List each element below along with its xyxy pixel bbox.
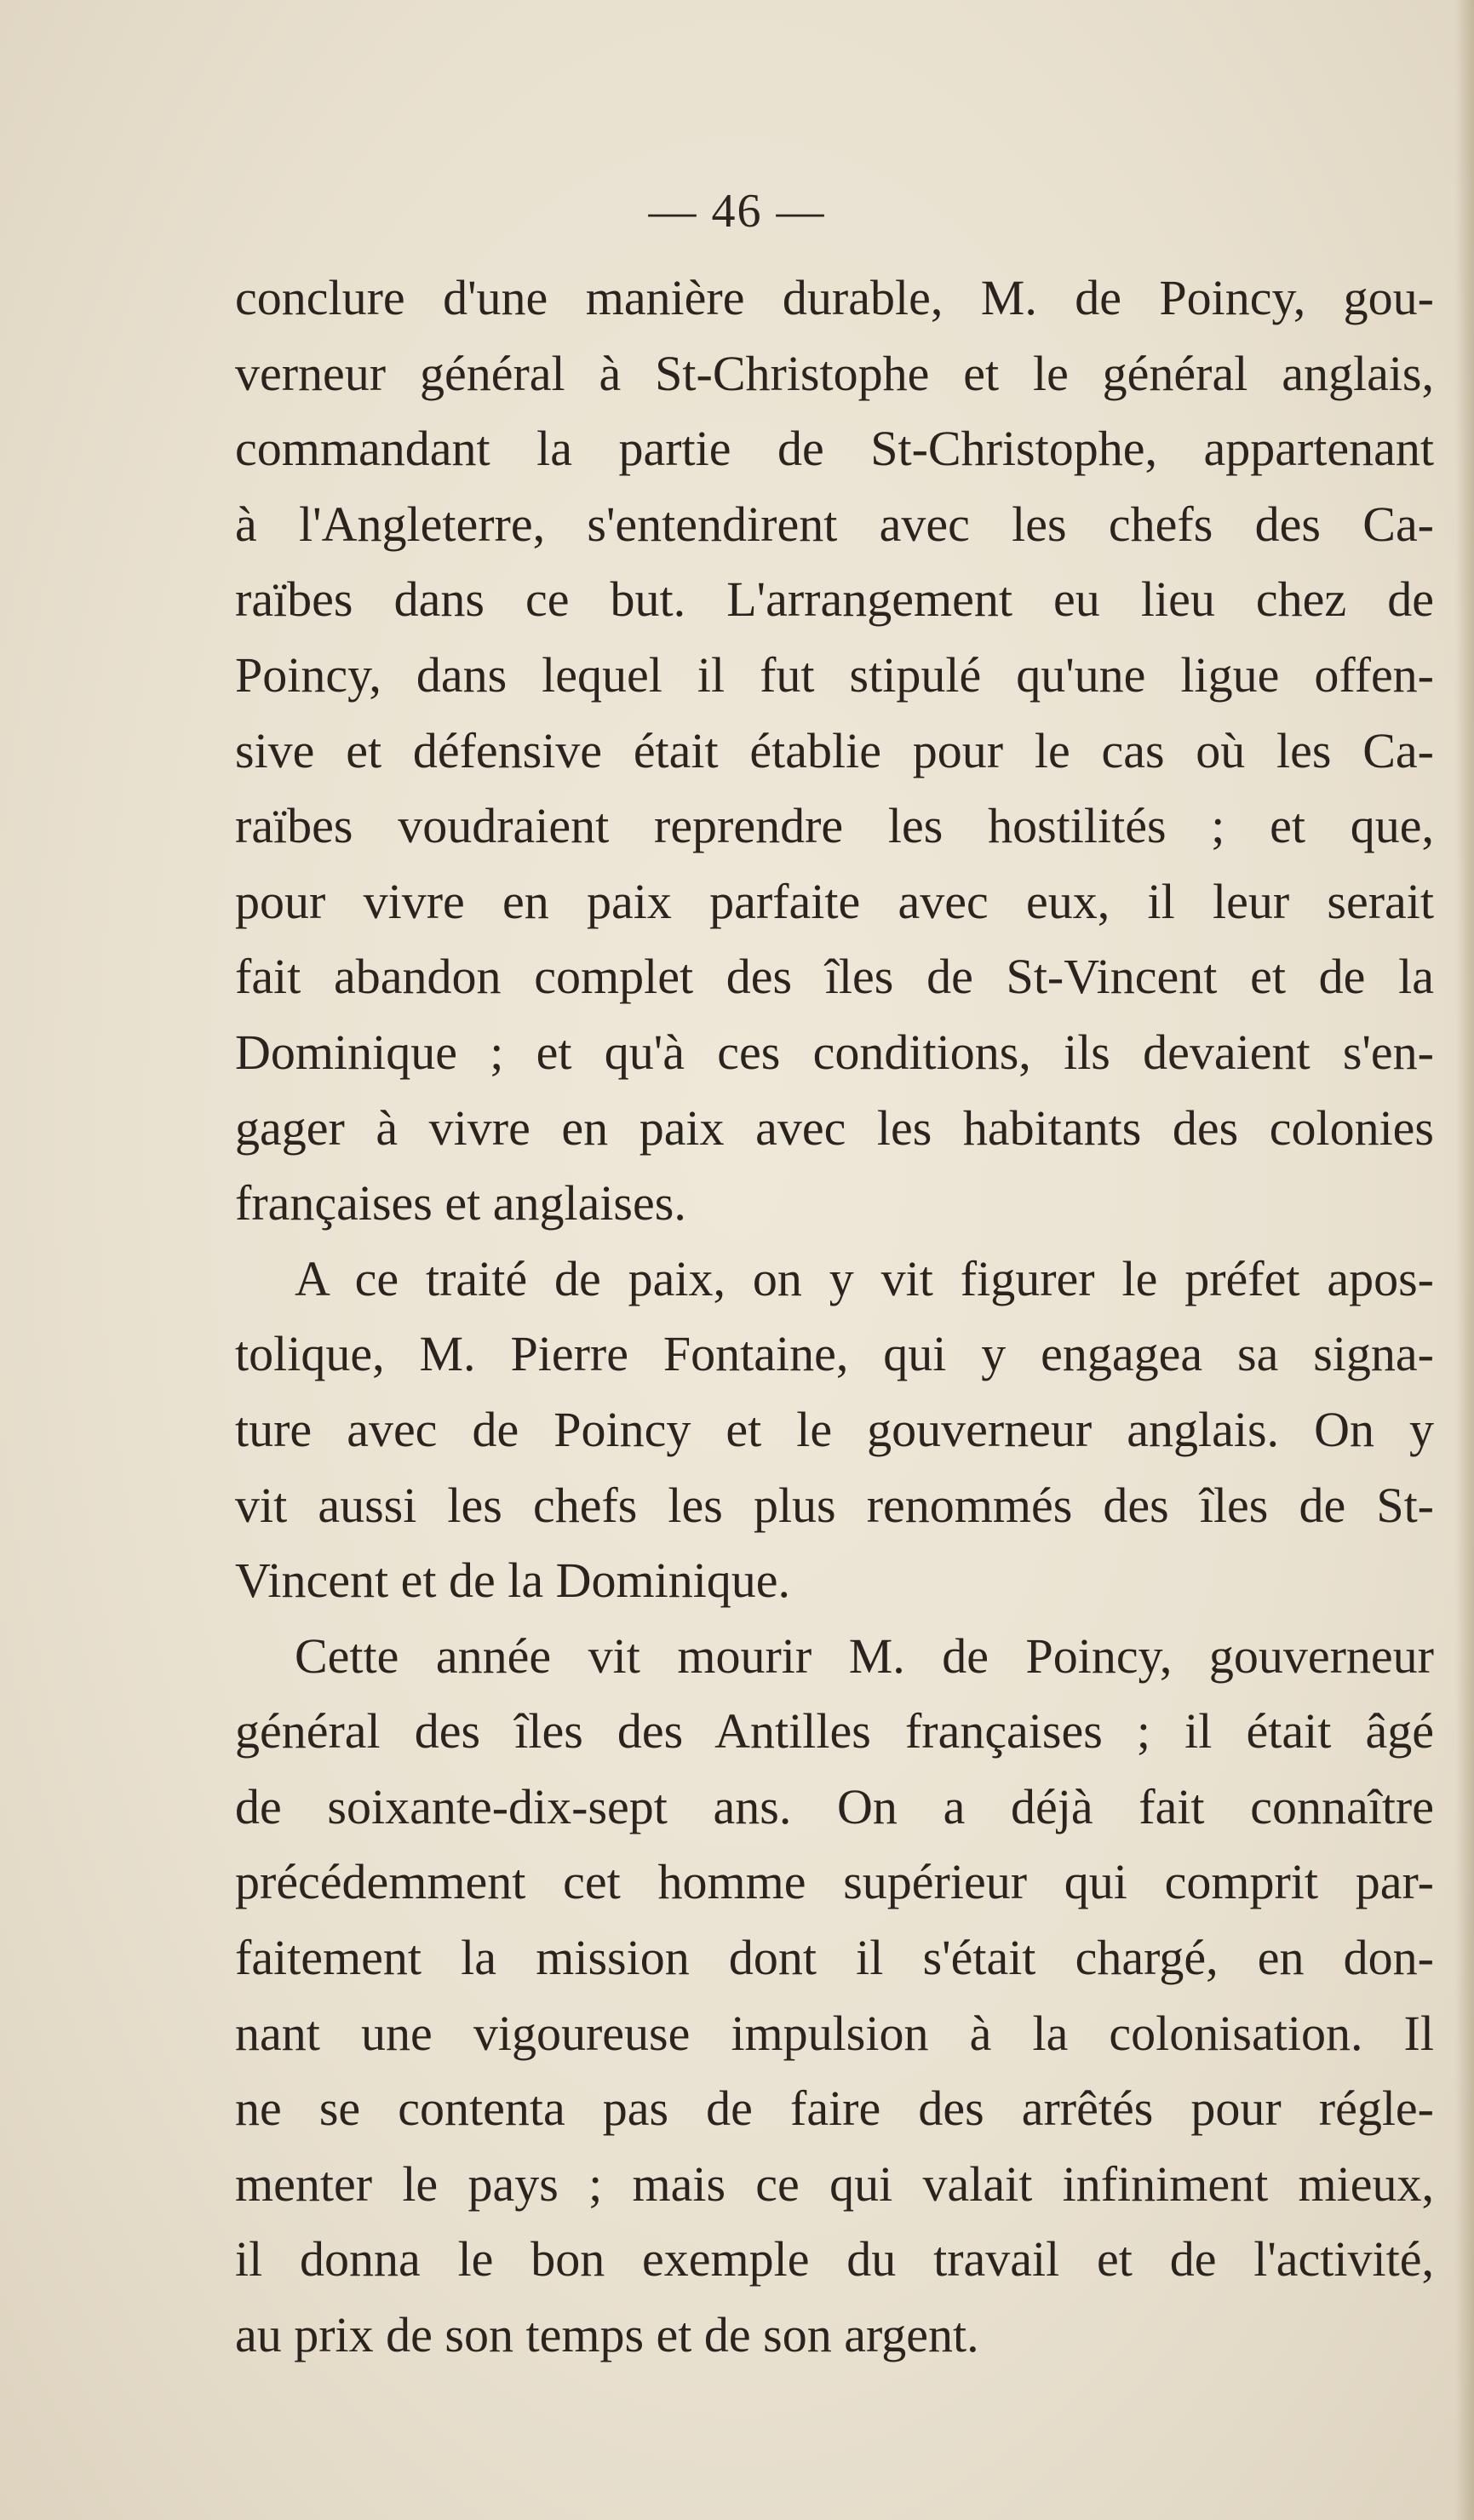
- text-line: il donna le bon exemple du travail et de l'activité,: [235, 2231, 1434, 2288]
- text-line: raïbes dans ce but. L'arrangement eu lieu chez de: [235, 571, 1434, 628]
- text-line: menter le pays ; mais ce qui valait infiniment mieux,: [235, 2155, 1434, 2212]
- text-line: Cette année vit mourir M. de Poincy, gouverneur: [295, 1627, 1434, 1684]
- page-number: — 46 —: [648, 185, 826, 238]
- text-line: gager à vivre en paix avec les habitants des colonies: [235, 1099, 1434, 1156]
- text-line: conclure d'une manière durable, M. de Poincy, gou-: [235, 270, 1434, 325]
- text-line: Dominique ; et qu'à ces conditions, ils devaient s'en-: [235, 1024, 1434, 1080]
- text-line: fait abandon complet des îles de St-Vincent et de la: [235, 949, 1434, 1005]
- text-line: commandant la partie de St-Christophe, appartenant: [235, 421, 1434, 477]
- text-line: précédemment cet homme supérieur qui comprit par-: [235, 1854, 1434, 1910]
- text-line: faitement la mission dont il s'était chargé, en don-: [235, 1930, 1434, 1986]
- text-line: ture avec de Poincy et le gouverneur anglais. On y: [235, 1401, 1434, 1457]
- page-edge-shadow: [1455, 0, 1474, 2520]
- text-line: de soixante-dix-sept ans. On a déjà fait connaître: [235, 1778, 1434, 1834]
- text-line: général des îles des Antilles françaises ; il était âgé: [235, 1703, 1434, 1759]
- text-line: tolique, M. Pierre Fontaine, qui y engagea sa signa-: [235, 1326, 1434, 1382]
- body-text: [235, 261, 1434, 2374]
- text-line: Poincy, dans lequel il fut stipulé qu'une ligue offen-: [235, 646, 1434, 703]
- text-line: verneur général à St-Christophe et le général anglais,: [235, 345, 1434, 401]
- text-line: vit aussi les chefs les plus renommés des îles de St-: [235, 1477, 1434, 1533]
- text-line: A ce traité de paix, on y vit figurer le préfet apos-: [295, 1250, 1434, 1306]
- text-line: sive et défensive était établie pour le cas où les Ca-: [235, 722, 1434, 778]
- text-line: ne se contenta pas de faire des arrêtés pour régle-: [235, 2081, 1434, 2137]
- text-line: Vincent et de la Dominique.: [235, 1553, 791, 1609]
- text-line: pour vivre en paix parfaite avec eux, il leur serait: [235, 873, 1434, 929]
- text-line: au prix de son temps et de son argent.: [235, 2307, 979, 2363]
- text-line: nant une vigoureuse impulsion à la colonisation. Il: [235, 2005, 1434, 2061]
- text-line: raïbes voudraient reprendre les hostilités ; et que,: [235, 798, 1434, 854]
- text-line: à l'Angleterre, s'entendirent avec les chefs des Ca-: [235, 496, 1434, 552]
- text-line: françaises et anglaises.: [235, 1175, 686, 1231]
